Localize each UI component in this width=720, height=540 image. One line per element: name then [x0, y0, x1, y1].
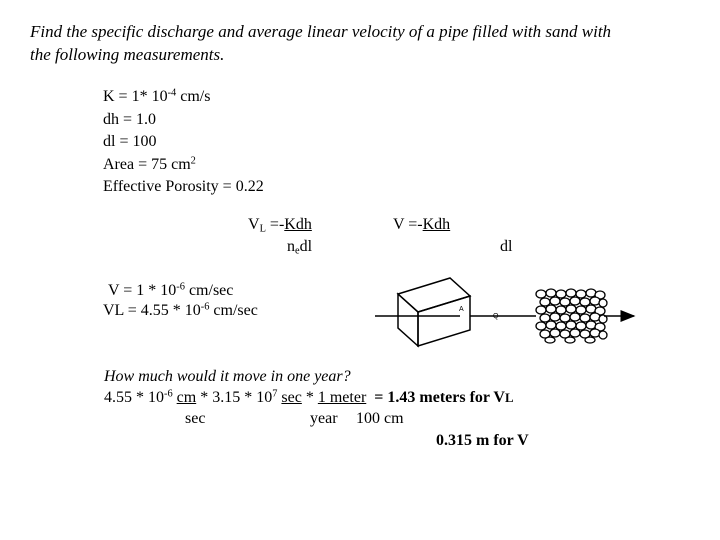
- result-vl: VL = $4.55 * 10^{-6}$ cm/sec: [103, 301, 258, 319]
- sand-tube-icon: [536, 288, 608, 344]
- given-k: K = 1* $10^{-4}$ cm/s: [103, 87, 211, 105]
- answer-v: 0.315 m for V: [436, 432, 529, 449]
- answer-vl: = 1.43 meters for VL: [374, 389, 514, 406]
- formula-vl-denominator: $n_edl$: [287, 238, 313, 257]
- given-dh: dh = 1.0: [103, 110, 157, 128]
- formula-v-numerator: Kdh: [422, 216, 451, 233]
- formula-vl-numerator: Kdh: [284, 216, 312, 233]
- denominator-year: year: [310, 410, 338, 427]
- denominator-sec: sec: [185, 410, 206, 427]
- result-v: $V = 1 * 10^{-6}$ cm/sec: [108, 281, 234, 299]
- given-area: Area = 75 $cm^2$: [103, 154, 196, 173]
- problem-line-1: Find the specific discharge and average linear velocity of a pipe filled with sand with: [30, 22, 612, 41]
- given-porosity: Effective Porosity = 0.22: [103, 178, 264, 195]
- denominator-cm: 100 cm: [356, 410, 404, 427]
- given-dl: dl = 100: [103, 133, 157, 150]
- label-a: A: [459, 306, 464, 313]
- problem-line-2: the following measurements.: [30, 45, 225, 64]
- label-q: Q: [493, 313, 499, 320]
- formula-v-denominator: dl: [500, 238, 513, 255]
- formula-vl: $V_L =-Kdh$: [248, 216, 312, 235]
- calculation-line: $4.55 * 10^{-6}$ cm * $3.15 * 10^7$ sec * 1 meter = 1.43 meters for VL: [104, 388, 514, 406]
- formula-v: V =-Kdh: [393, 216, 451, 233]
- question-text: How much would it move in one year?: [104, 368, 351, 385]
